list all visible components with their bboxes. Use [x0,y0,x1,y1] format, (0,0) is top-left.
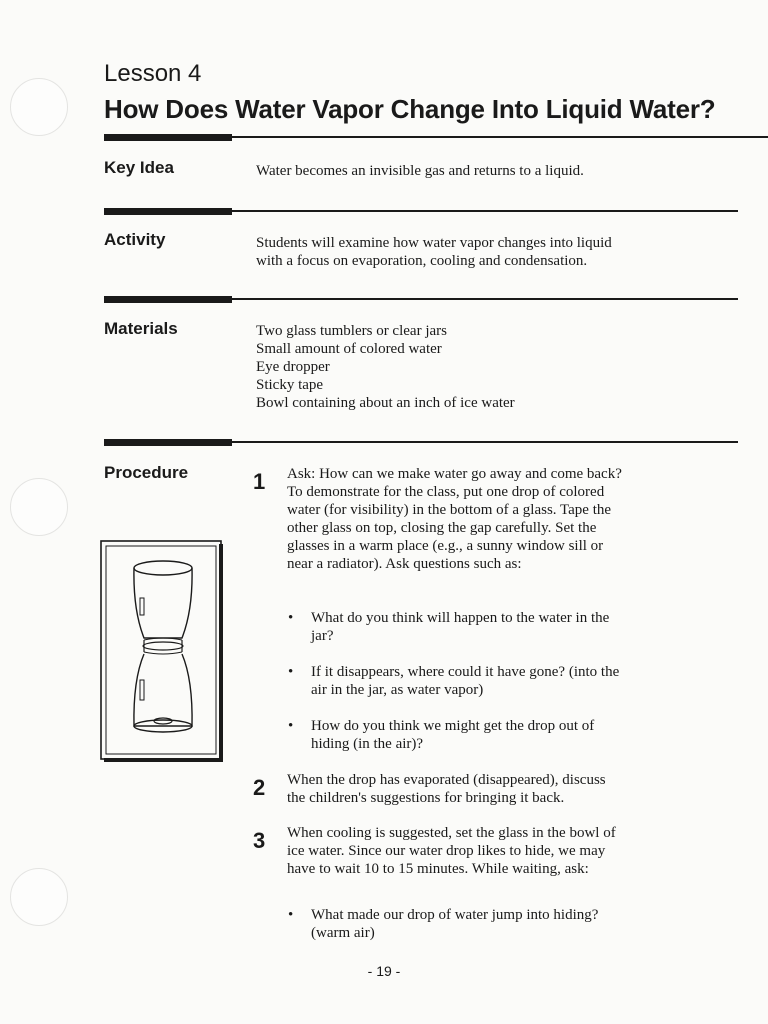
lesson-title: How Does Water Vapor Change Into Liquid Water? [104,94,716,124]
procedure-heading: Procedure [104,463,189,482]
step-number: 2 [253,775,266,800]
material-item: Small amount of colored water [256,341,442,357]
materials-heading: Materials [104,319,178,338]
material-item: Sticky tape [256,377,324,393]
step-text: Ask: How can we make water go away and come back? To demonstrate for the class, put one drop of colored water (for visibility) in the bottom of a glass. Tape the other glass on top, closing the gap carefully. Set the glasses in a warm place (e.g., a sunny window sill or near a radiator). Ask questions such as: [287,466,622,572]
activity-line: Students will examine how water vapor changes into liquid [256,235,612,251]
step-number: 3 [253,828,266,853]
activity-heading: Activity [104,230,166,249]
page-number: - 19 - [367,963,401,979]
activity-line: with a focus on evaporation, cooling and condensation. [256,253,588,269]
bullet-dot: • [288,907,294,923]
bullet-dot: • [288,610,294,626]
step-number: 1 [253,469,266,494]
step-text: When cooling is suggested, set the glass in the bowl of ice water. Since our water drop likes to hide, we may have to wait 10 to 15 minutes. While waiting, ask: [287,825,616,877]
lesson-number: Lesson 4 [104,60,202,87]
bullet-text: If it disappears, where could it have gone? (into the air in the jar, as water vapor) [311,664,620,698]
binder-hole [10,478,68,536]
bullet-dot: • [288,664,294,680]
material-item: Bowl containing about an inch of ice water [256,395,515,411]
binder-hole [10,78,68,136]
step-text: When the drop has evaporated (disappeared), discuss the children's suggestions for bringing it back. [287,772,606,806]
binder-hole [10,868,68,926]
materials-list [256,322,515,412]
key-idea-heading: Key Idea [104,158,174,177]
activity-text [256,234,612,270]
material-item: Two glass tumblers or clear jars [256,323,447,339]
taped-glasses-illustration [100,540,224,762]
bullet-text: What do you think will happen to the water in the jar? [311,610,610,644]
key-idea-text: Water becomes an invisible gas and returns to a liquid. [256,163,584,179]
bullet-dot: • [288,718,294,734]
bullet-text: How do you think we might get the drop out of hiding (in the air)? [311,718,595,752]
bullet-text: What made our drop of water jump into hiding? (warm air) [311,907,599,941]
material-item: Eye dropper [256,359,330,375]
